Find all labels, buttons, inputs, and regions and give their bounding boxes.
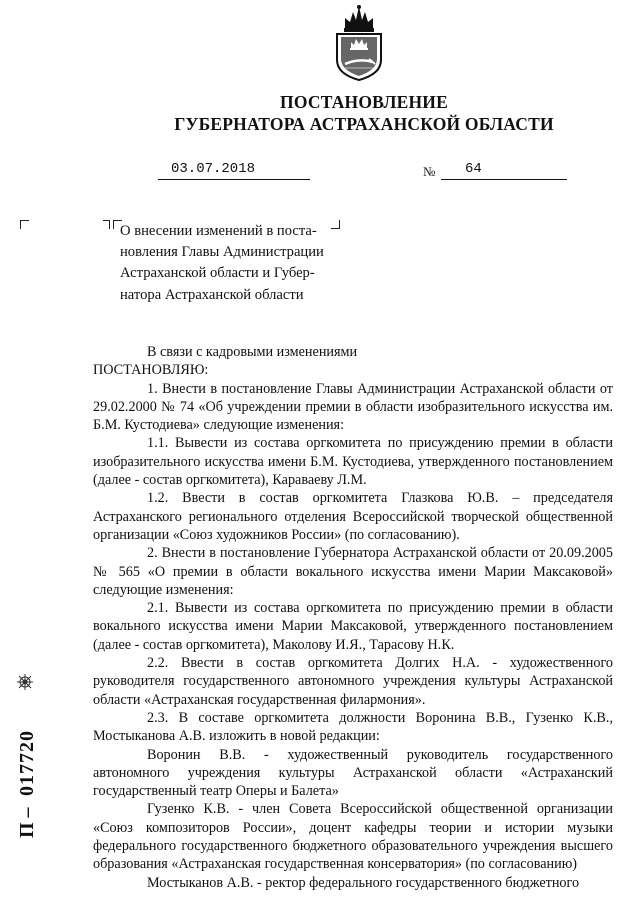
body-paragraph: 2.1. Вывести из состава оргкомитета по присуждению премии в области вокального искусства имени Марии Максаковой, утвержденного постановлением (далее - состав оргкомитета), Маколову И.Я., Тарасову Н.К.	[93, 600, 613, 653]
corner-mark-subject-left-1	[103, 220, 110, 229]
rosette-icon	[17, 674, 33, 690]
body-paragraph: Мостыканов А.В. - ректор федерального государственного бюджетного	[147, 874, 580, 891]
document-date: 03.07.2018	[171, 161, 256, 177]
coat-of-arms-emblem	[331, 4, 387, 82]
subject-line: Астраханской области и Губер-	[120, 265, 315, 282]
document-title-line2: ГУБЕРНАТОРА АСТРАХАНСКОЙ ОБЛАСТИ	[174, 114, 554, 134]
document-body	[93, 343, 613, 892]
subject-line: О внесении изменений в поста-	[120, 223, 317, 239]
date-field	[158, 160, 310, 180]
body-paragraph-decree: ПОСТАНОВЛЯЮ:	[93, 362, 209, 379]
body-paragraph: 1. Внести в постановление Главы Администрации Астраханской области от 29.02.2000 № 74 «Об учреждении премии в области изобразительного искусства им. Б.М. Кустодиева» следующие изменения:	[93, 380, 613, 434]
document-number: 64	[465, 161, 482, 177]
body-paragraph: 2.2. Ввести в состав оргкомитета Долгих Н.А. - художественного руководителя государственного автономного учреждения культуры Астраханской области «Астраханская государственная филармония».	[93, 655, 613, 708]
document-subject	[120, 221, 340, 306]
document-title-line1: ПОСТАНОВЛЕНИЕ	[280, 92, 448, 112]
form-serial-prefix: П –	[16, 807, 38, 838]
form-serial-number-value: 017720	[16, 730, 38, 796]
body-paragraph: В связи с кадровыми изменениями	[147, 344, 358, 360]
body-paragraph: Воронин В.В. - художественный руководитель государственного автономного учреждения культуры Астраханской области «Астраханский государственный театр Оперы и Балета»	[93, 746, 613, 800]
form-serial-number	[3, 670, 47, 840]
body-paragraph: 1.1. Вывести из состава оргкомитета по присуждению премии в области изобразительного искусства имени Б.М. Кустодиева, утвержденного постановлением (далее - состав оргкомитета), Караваеву Л.М.	[93, 435, 613, 489]
subject-line: натора Астраханской области	[120, 286, 304, 303]
number-label: №	[423, 164, 436, 179]
body-paragraph: 2. Внести в постановление Губернатора Астраханской области от 20.09.2005 № 565 «О премии в области вокального искусства имени Марии Максаковой» следующие изменения:	[93, 545, 613, 598]
corner-mark-left	[20, 220, 29, 229]
body-paragraph: Гузенко К.В. - член Совета Всероссийской общественной организации «Союз композиторов России», доцент кафедры теории и истории музыки федерального государственного бюджетного образовательного учреждения высшего образования «Астраханская государственная консерватория» (по согласованию)	[93, 801, 613, 873]
body-paragraph: 1.2. Ввести в состав оргкомитета Глазкова Ю.В. – председателя Астраханского регионального отделения Всероссийской творческой общественной организации «Союз художников России» (по согласованию).	[93, 490, 613, 543]
subject-line: новления Главы Администрации	[120, 244, 324, 261]
number-field	[441, 160, 567, 180]
body-paragraph: 2.3. В составе оргкомитета должности Воронина В.В., Гузенко К.В., Мостыканова А.В. изложить в новой редакции:	[93, 709, 613, 745]
